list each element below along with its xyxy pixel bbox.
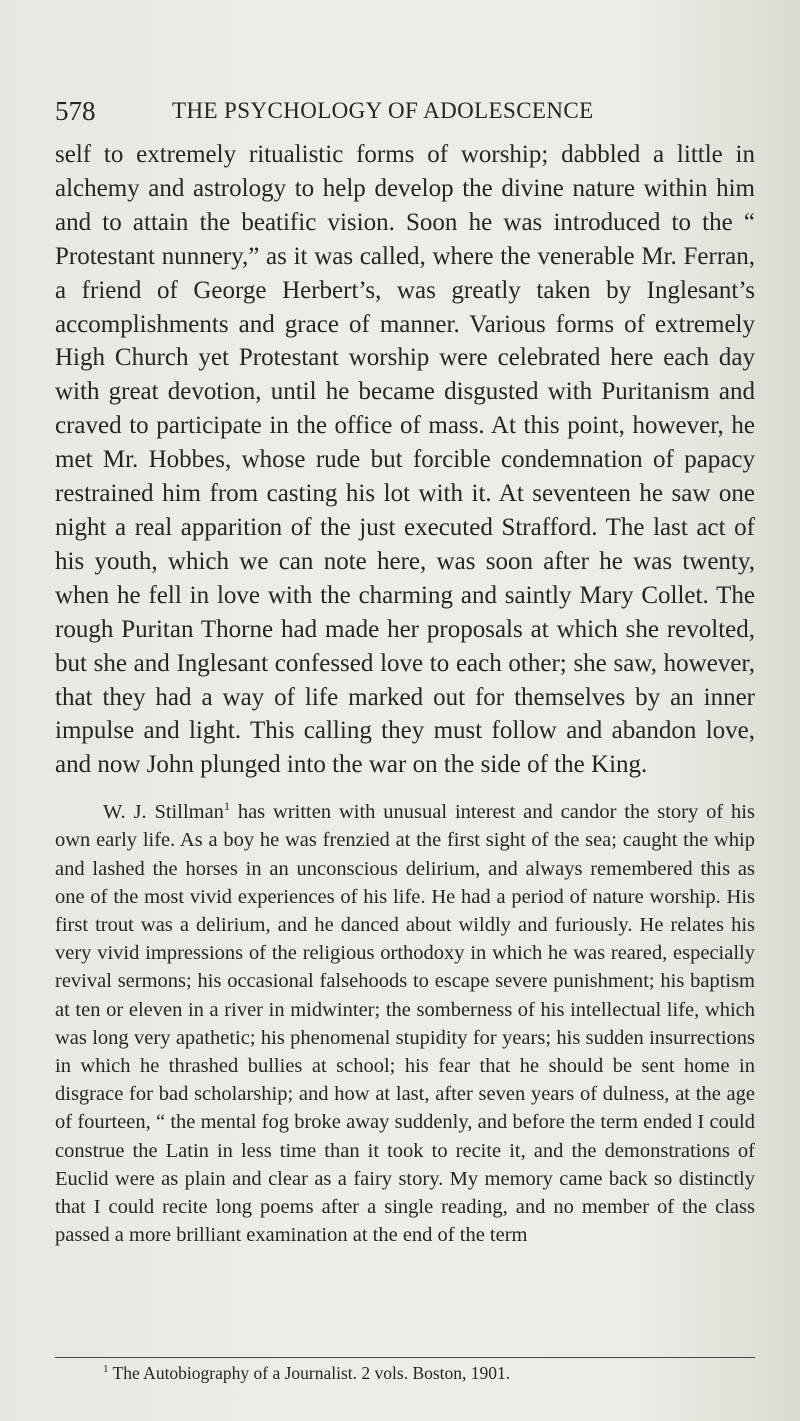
footnote-text: The Autobiography of a Journalist. 2 vols. Boston, 1901. bbox=[108, 1363, 511, 1383]
stillman-text: has written with unusual interest and candor the story of his own early life. As a boy he was frenzied at the first sight of the sea; caught the whip and lashed the horses in an unconscious delirium, and always remembered this as one of the most vivid experiences of his life. He had a period of nature worship. His first trout was a delirium, and he danced about wildly and furiously. He relates his very vivid impressions of the religious orthodoxy in which he was reared, especially revival sermons; his occasional falsehoods to escape severe punishment; his baptism at ten or eleven in a river in midwinter; the somberness of his intellectual life, which was long very apathetic; his phenomenal stupidity for years; his sudden insurrections in which he thrashed bullies at school; his fear that he should be sent home in disgrace for bad scholarship; and how at last, after seven years of dulness, at the age of fourteen, “ the mental fog broke away suddenly, and before the term ended I could construe the Latin in less time than it took to recite it, and the demonstrations of Euclid were as plain and clear as a fairy story. My memory came back so distinctly that I could recite long poems after a single reading, and no member of the class passed a more brilliant examination at the end of the term bbox=[55, 801, 755, 1247]
body-text bbox=[55, 138, 755, 1249]
running-title: THE PSYCHOLOGY OF ADOLESCENCE bbox=[172, 98, 594, 123]
page-header bbox=[55, 96, 755, 136]
footnote bbox=[103, 1362, 763, 1384]
page-number: 578 bbox=[55, 96, 96, 126]
main-paragraph: self to extremely ritualistic forms of worship; dabbled a little in alchemy and astrology to help develop the divine nature within him and to attain the beatific vision. Soon he was introduced to the “ Protestant nunnery,” as it was called, where the venerable Mr. Ferran, a friend of George Herbert’s, was greatly taken by Inglesant’s accomplishments and grace of manner. Various forms of extremely High Church yet Protestant worship were celebrated here each day with great devotion, until he became disgusted with Puritanism and craved to participate in the office of mass. At this point, however, he met Mr. Hobbes, whose rude but forcible condemnation of papacy restrained him from casting his lot with it. At seventeen he saw one night a real apparition of the just executed Strafford. The last act of his youth, which we can note here, was soon after he was twenty, when he fell in love with the charming and saintly Mary Collet. The rough Puritan Thorne had made her proposals at which she revolted, but she and Inglesant confessed love to each other; she saw, however, that they had a way of life marked out for themselves by an inner impulse and light. This calling they must follow and abandon love, and now John plunged into the war on the side of the King. bbox=[55, 141, 755, 779]
footnote-divider bbox=[55, 1357, 755, 1358]
stillman-paragraph bbox=[55, 798, 755, 1249]
footnote-reference: 1 bbox=[223, 799, 230, 814]
footnote-marker: 1 bbox=[103, 1363, 109, 1376]
stillman-author: W. J. Stillman bbox=[103, 801, 224, 824]
